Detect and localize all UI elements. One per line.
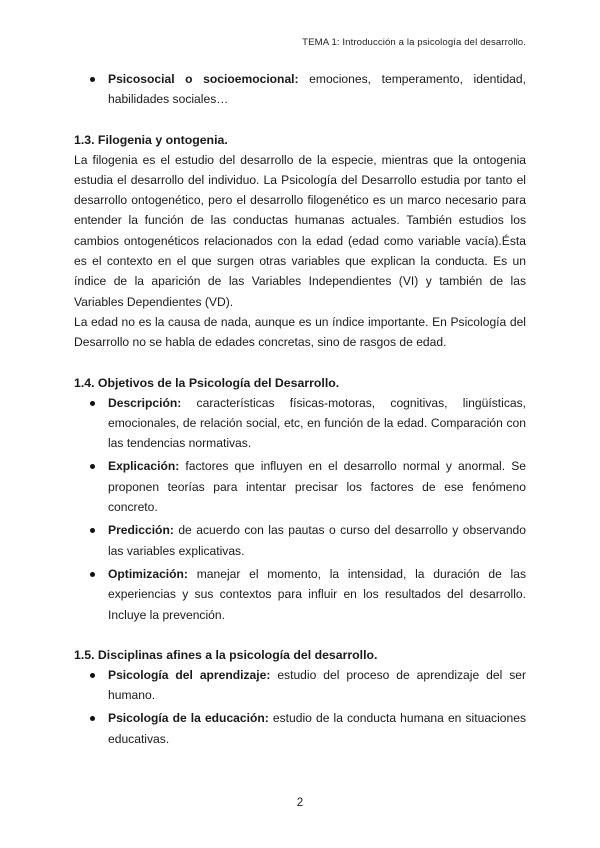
bullet-icon — [90, 673, 95, 678]
list-item-term: Psicosocial o socioemocional: — [108, 72, 299, 86]
objectives-bullet-list — [74, 393, 526, 625]
bullet-icon — [90, 464, 95, 469]
list-item — [74, 665, 526, 706]
list-item — [74, 708, 526, 749]
list-item — [74, 393, 526, 454]
section-heading-1-3: 1.3. Filogenia y ontogenia. — [74, 132, 228, 147]
list-item-text: emociones, temperamento, identidad, habilidades sociales… — [108, 72, 526, 107]
bullet-icon — [90, 716, 95, 721]
bullet-icon — [90, 77, 95, 82]
disciplines-bullet-list — [74, 665, 526, 749]
page-number: 2 — [296, 797, 304, 809]
list-item-term: Predicción: — [108, 523, 174, 538]
list-item-text: de acuerdo con las pautas o curso del desarrollo y observando las variables explicativas. — [108, 523, 526, 558]
list-item-text: características físicas-motoras, cognitivas, lingüísticas, emocionales, de relación social, etc, en función de la edad. Comparación con las tendencias normativas. — [108, 395, 526, 451]
bullet-icon — [90, 572, 95, 577]
list-item — [74, 69, 526, 110]
list-item-text: estudio del proceso de aprendizaje del ser humano. — [108, 667, 526, 703]
running-header: TEMA 1: Introducción a la psicología del desarrollo. — [302, 37, 526, 48]
section-heading-1-4: 1.4. Objetivos de la Psicología del Desarrollo. — [74, 375, 340, 390]
list-item-term: Psicología del aprendizaje: — [108, 667, 271, 682]
section-heading-1-5: 1.5. Disciplinas afines a la psicología del desarrollo. — [74, 647, 378, 662]
list-item-term: Descripción: — [108, 395, 182, 410]
list-item-text: factores que influyen en el desarrollo normal y anormal. Se proponen teorías para intentar precisar los factores de ese fenómeno concreto. — [108, 459, 526, 515]
list-item-text: manejar el momento, la intensidad, la duración de las experiencias y sus contextos para influir en los resultados del desarrollo. Incluye la prevención. — [108, 566, 526, 622]
bullet-icon — [90, 401, 95, 406]
list-item — [74, 456, 526, 517]
intro-bullet-list — [74, 69, 526, 110]
list-item-text: estudio de la conducta humana en situaciones educativas. — [108, 711, 526, 746]
list-item-term: Explicación: — [108, 459, 180, 474]
paragraph: La filogenia es el estudio del desarrollo de la especie, mientras que la ontogenia estudia el desarrollo del individuo. La Psicología del Desarrollo estudia por tanto el desarrollo ontogenético, pero el desarrollo filogenético es un marco necesario para entender la función de las conductas humanas actuales. También estudios los cambios ontogenéticos relacionados con la edad (edad como variable vacía).Ésta es el contexto en el que surgen otras variables que explican la conducta. Es un índice de la aparición de las Variables Independientes (VI) y también de las Variables Dependientes (VD). — [74, 152, 526, 309]
page-content — [74, 69, 526, 749]
list-item-term: Optimización: — [108, 566, 188, 581]
paragraph: La edad no es la causa de nada, aunque es un índice importante. En Psicología del Desarrollo no se habla de edades concretas, sino de rasgos de edad. — [74, 314, 526, 350]
list-item — [74, 564, 526, 625]
bullet-icon — [90, 528, 95, 533]
list-item — [74, 520, 526, 561]
list-item-term: Psicología de la educación: — [108, 711, 269, 726]
